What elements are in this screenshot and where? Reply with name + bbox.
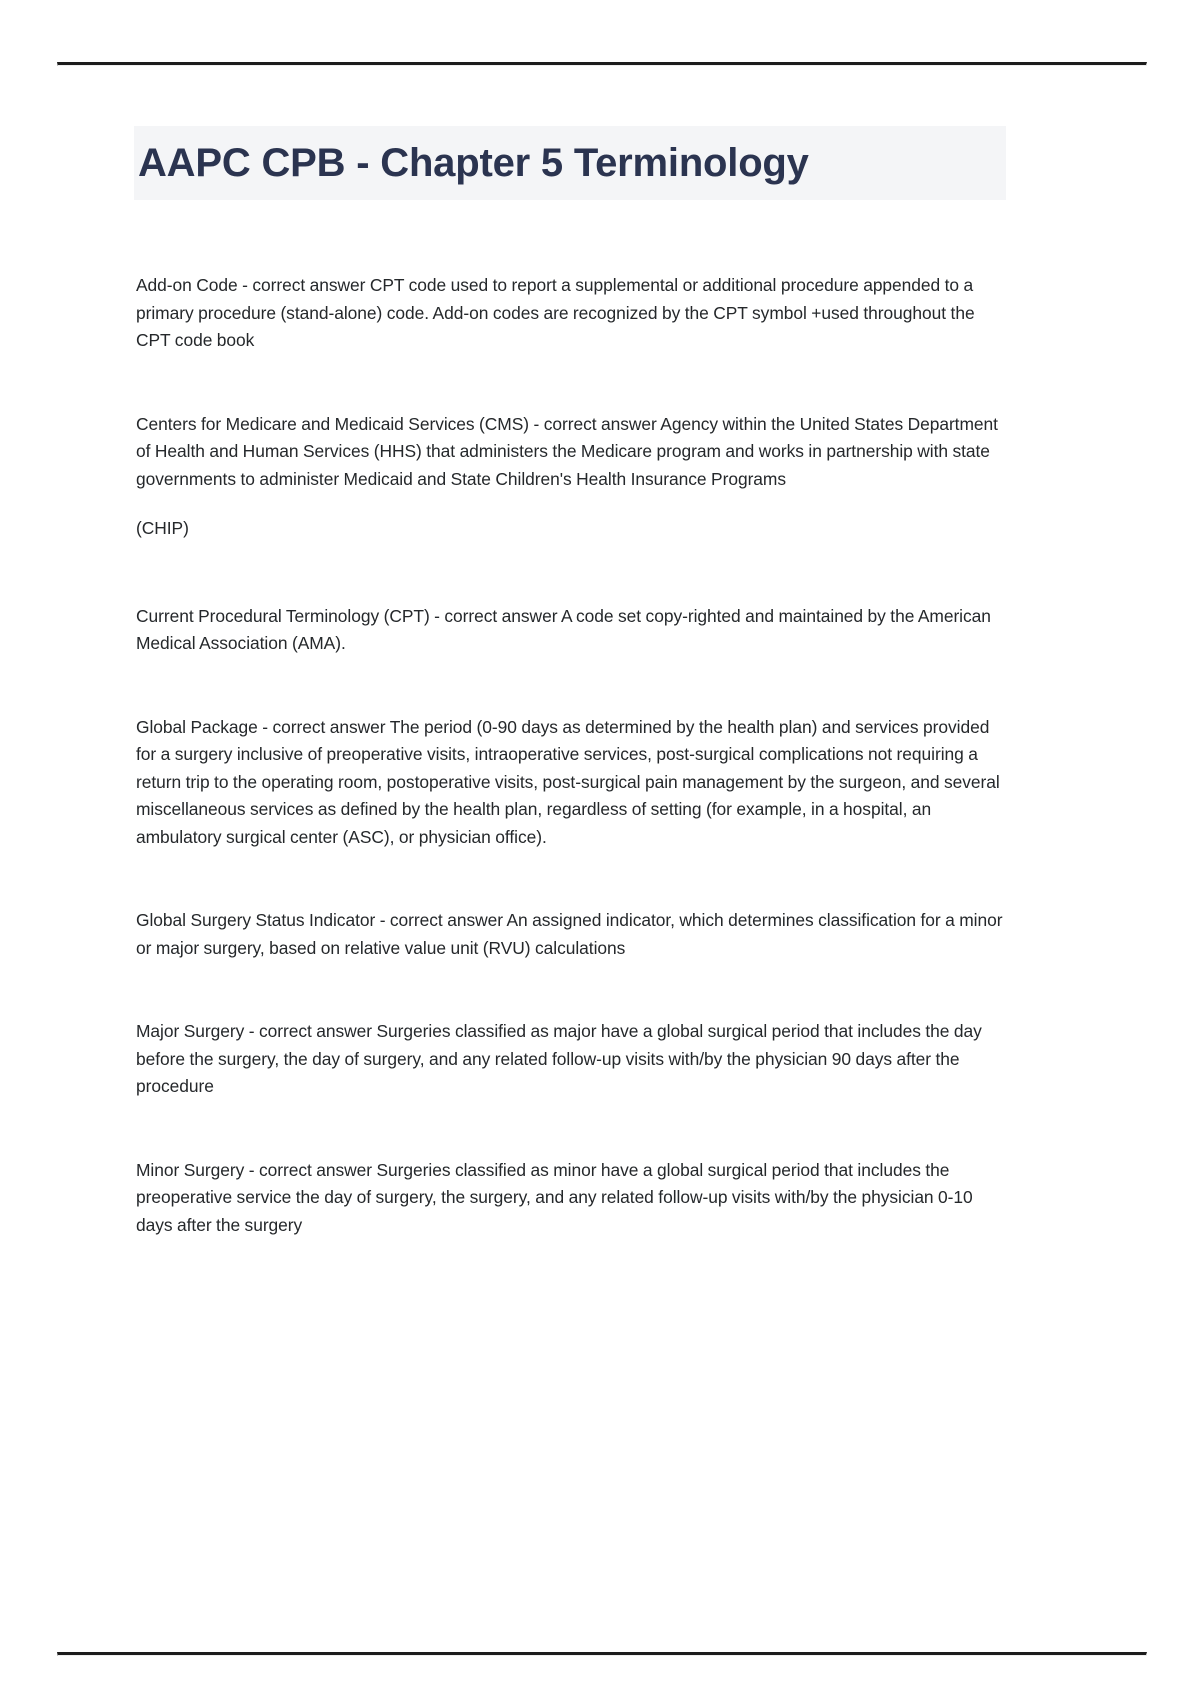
terminology-entry-major-surgery: Major Surgery - correct answer Surgeries classified as major have a global surgical period that includes the day before the surgery, the day of surgery, and any related follow-up visits with/by the physician 90 days after the procedure bbox=[136, 1021, 982, 1096]
terminology-entry-global-surgery-status-indicator: Global Surgery Status Indicator - correct answer An assigned indicator, which determines classification for a minor or major surgery, based on relative value unit (RVU) calculations bbox=[136, 910, 1003, 958]
terminology-entry-add-on-code: Add-on Code - correct answer CPT code used to report a supplemental or additional procedure appended to a primary procedure (stand-alone) code. Add-on codes are recognized by the CPT symbol +used throughout the CPT code book bbox=[136, 275, 975, 350]
document-content bbox=[136, 126, 1006, 1239]
terminology-entry-minor-surgery: Minor Surgery - correct answer Surgeries classified as minor have a global surgical period that includes the preoperative service the day of surgery, the surgery, and any related follow-up visits with/by the physician 0-10 days after the surgery bbox=[136, 1159, 973, 1235]
page-title: AAPC CPB - Chapter 5 Terminology bbox=[134, 126, 1006, 200]
terminology-entry-cpt: Current Procedural Terminology (CPT) - correct answer A code set copy-righted and maintained by the American Medical Association (AMA). bbox=[136, 605, 991, 653]
terminology-entry-chip: (CHIP) bbox=[136, 518, 189, 538]
header-rule bbox=[57, 62, 1147, 66]
footer-rule bbox=[57, 1652, 1147, 1656]
terminology-entry-list bbox=[136, 272, 1006, 1239]
terminology-entry-global-package: Global Package - correct answer The period (0-90 days as determined by the health plan) and services provided for a surgery inclusive of preoperative visits, intraoperative services, post-surgical complications not requiring a return trip to the operating room, postoperative visits, post-surgical pain management by the surgeon, and several miscellaneous services as defined by the health plan, regardless of setting (for example, in a hospital, an ambulatory surgical center (ASC), or physician office). bbox=[136, 716, 1000, 847]
terminology-entry-cms: Centers for Medicare and Medicaid Services (CMS) - correct answer Agency within the United States Department of Health and Human Services (HHS) that administers the Medicare program and works in partnership with state governments to administer Medicaid and State Children's Health Insurance Programs bbox=[136, 413, 998, 489]
